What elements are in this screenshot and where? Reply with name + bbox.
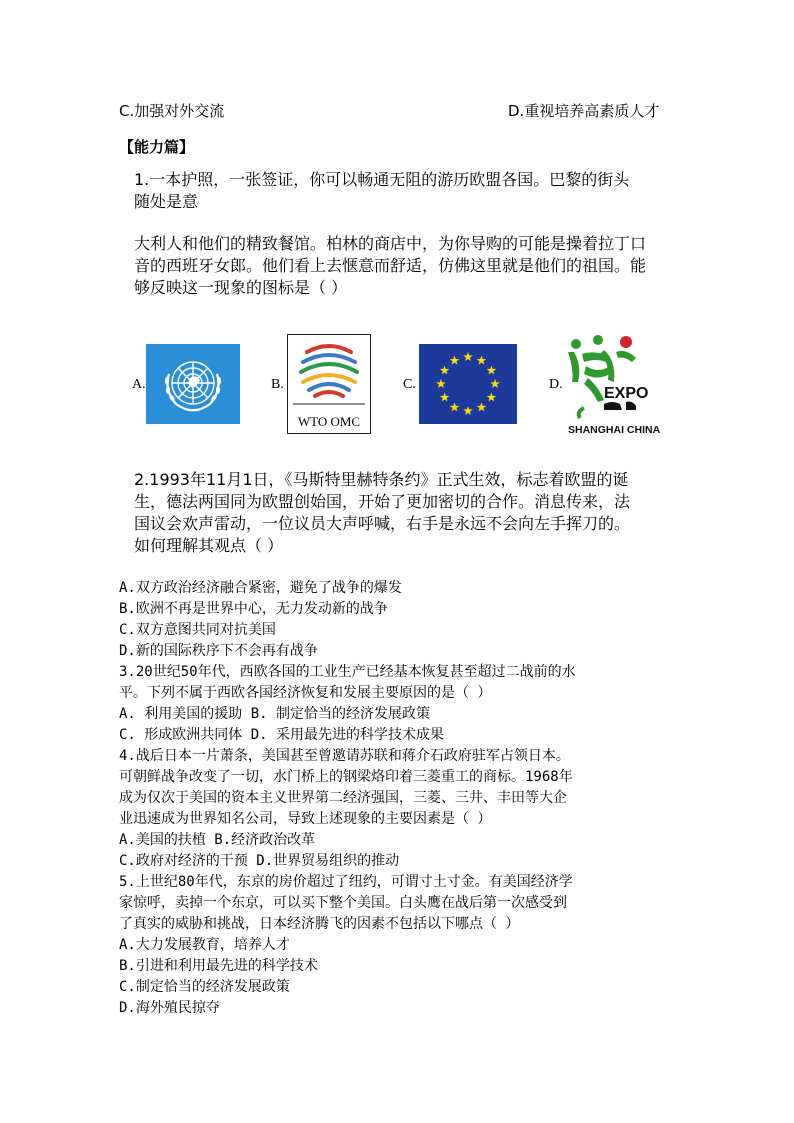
q4-option-ab: A.美国的扶植 B.经济政治改革: [119, 832, 316, 848]
q3-option-cd: C. 形成欧洲共同体 D. 采用最先进的科学技术成果: [119, 727, 444, 743]
q5-option-d: D.海外殖民掠夺: [119, 1000, 220, 1016]
eu-flag-icon[interactable]: [419, 344, 517, 424]
q2-option-b: B.欧洲不再是世界中心，无力发动新的战争: [119, 601, 388, 617]
q4-line-1: 4.战后日本一片萧条，美国甚至曾邀请苏联和蒋介石政府驻军占领日本。: [119, 748, 570, 764]
choice-b-label: B.: [271, 377, 284, 392]
q1-line-4: 音的西班牙女郎。他们看上去惬意而舒适，仿佛这里就是他们的祖国。能: [134, 256, 647, 275]
expo-logo-text: EXPO: [604, 385, 649, 402]
q5-option-b: B.引进和利用最先进的科学技术: [119, 958, 318, 974]
wto-logo-icon[interactable]: [287, 334, 371, 434]
q2-line-3: 国议会欢声雷动，一位议员大声呼喊，右手是永远不会向左手挥刀的。: [134, 514, 631, 533]
q5-line-1: 5.上世纪80年代，东京的房价超过了纽约，可谓寸土寸金。有美国经济学: [119, 874, 573, 890]
q2-line-2: 生，德法两国同为欧盟创始国，开始了更加密切的合作。消息传来，法: [134, 492, 631, 511]
q2-option-a: A.双方政治经济融合紧密，避免了战争的爆发: [119, 580, 402, 596]
wto-logo-text: WTO OMC: [297, 414, 361, 429]
q2-option-c: C.双方意图共同对抗美国: [119, 622, 276, 638]
q4-line-4: 业迅速成为世界知名公司，导致上述现象的主要因素是（ ）: [119, 811, 492, 827]
q1-line-3: 大利人和他们的精致餐馆。柏林的商店中，为你导购的可能是操着拉丁口: [134, 234, 647, 253]
q1-line-5: 够反映这一现象的图标是（ ）: [134, 278, 348, 297]
q5-option-a: A.大力发展教育，培养人才: [119, 937, 290, 953]
q4-line-2: 可朝鲜战争改变了一切，水门桥上的钢梁烙印着三菱重工的商标。1968年: [119, 769, 573, 785]
q2-line-1: 2.1993年11月1日，《马斯特里赫特条约》正式生效，标志着欧盟的诞: [134, 470, 629, 489]
q3-option-ab: A. 利用美国的援助 B. 制定恰当的经济发展政策: [119, 706, 430, 722]
q3-line-1: 3.20世纪50年代，西欧各国的工业生产已经基本恢复甚至超过二战前的水: [119, 664, 576, 680]
choice-a-label: A.: [132, 377, 146, 392]
q5-line-3: 了真实的威胁和挑战，日本经济腾飞的因素不包括以下哪点（ ）: [119, 916, 520, 932]
choice-d-label: D.: [549, 377, 563, 392]
expo-logo-icon[interactable]: [564, 330, 660, 440]
q2-option-d: D.新的国际秩序下不会再有战争: [119, 643, 318, 659]
q2-line-4: 如何理解其观点（ ）: [134, 536, 284, 555]
expo-city-text: SHANGHAI CHINA: [568, 424, 660, 436]
q4-line-3: 成为仅次于美国的资本主义世界第二经济强国，三菱、三井、丰田等大企: [119, 790, 567, 806]
choice-c-label: C.: [403, 377, 416, 392]
q1-line-2: 随处是意: [134, 192, 199, 211]
un-emblem-icon[interactable]: [146, 344, 240, 424]
option-c-top: C.加强对外交流: [119, 102, 225, 120]
q4-option-cd: C.政府对经济的干预 D.世界贸易组织的推动: [119, 853, 400, 869]
q5-line-2: 家惊呼，卖掉一个东京，可以买下整个美国。白头鹰在战后第一次感受到: [119, 895, 567, 911]
q3-line-2: 平。下列不属于西欧各国经济恢复和发展主要原因的是（ ）: [119, 685, 492, 701]
q5-option-c: C.制定恰当的经济发展政策: [119, 979, 290, 995]
q1-line-1: 1.一本护照，一张签证，你可以畅通无阻的游历欧盟各国。巴黎的街头: [134, 170, 630, 189]
section-title: 【能力篇】: [119, 138, 195, 156]
option-d-top: D.重视培养高素质人才: [508, 102, 660, 120]
